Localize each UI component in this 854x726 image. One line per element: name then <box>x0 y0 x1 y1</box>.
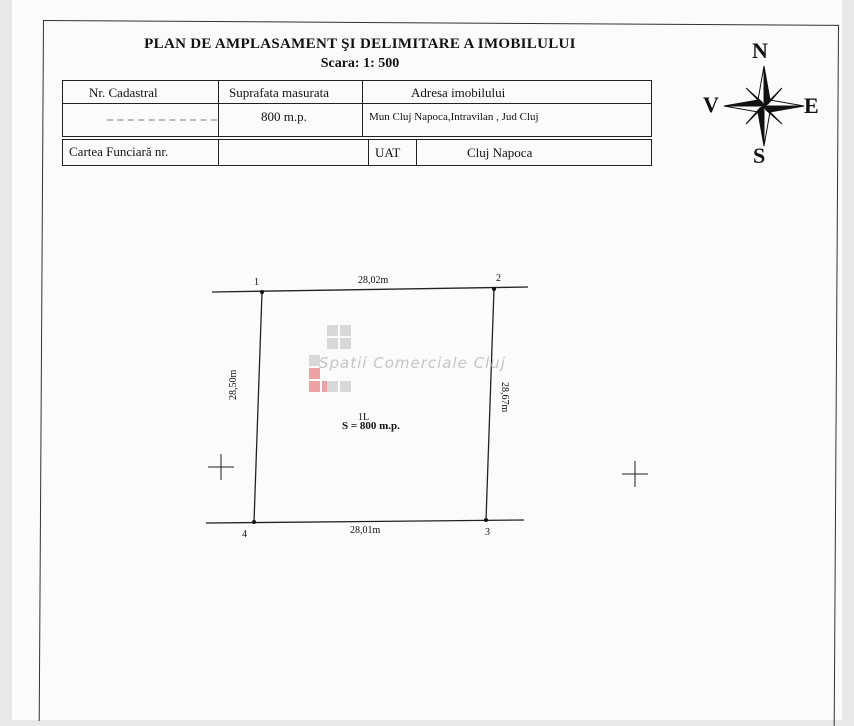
parcel-area: S = 800 m.p. <box>342 420 400 432</box>
left-side-length: 28,50m <box>228 369 239 400</box>
point-label-4: 4 <box>242 529 247 540</box>
plot-point-4 <box>252 520 256 524</box>
parcel-id: 1L <box>358 412 370 423</box>
header-surface: Suprafata masurata <box>229 85 329 100</box>
point-label-1: 1 <box>254 277 259 288</box>
point-label-3: 3 <box>485 527 490 538</box>
right-side-length: 28,67m <box>499 382 510 413</box>
header-address: Adresa imobilului <box>411 85 506 100</box>
compass-east: E <box>804 93 819 118</box>
bottom-side-length: 28,01m <box>350 525 381 536</box>
surface-value: 800 m.p. <box>261 109 307 124</box>
document-title: PLAN DE AMPLASAMENT ŞI DELIMITARE A IMOBILULUI <box>144 36 576 52</box>
compass-south: S <box>753 143 766 168</box>
watermark-text: Spatii Comerciale Cluj <box>319 354 506 372</box>
header-cadastral: Nr. Cadastral <box>89 85 158 100</box>
scale-label: Scara: 1: 500 <box>320 56 400 71</box>
uat-label: UAT <box>375 145 401 160</box>
compass-west: V <box>703 92 719 117</box>
plot-point-2 <box>492 287 496 291</box>
compass-north: N <box>752 38 768 63</box>
plot-point-1 <box>260 290 264 294</box>
point-label-2: 2 <box>496 273 501 284</box>
carte-funciara-label: Cartea Funciară nr. <box>69 144 169 159</box>
plot-point-3 <box>484 518 488 522</box>
address-value: Mun Cluj Napoca,Intravilan , Jud Cluj <box>369 111 539 123</box>
uat-value: Cluj Napoca <box>467 145 533 160</box>
top-side-length: 28,02m <box>358 275 389 286</box>
